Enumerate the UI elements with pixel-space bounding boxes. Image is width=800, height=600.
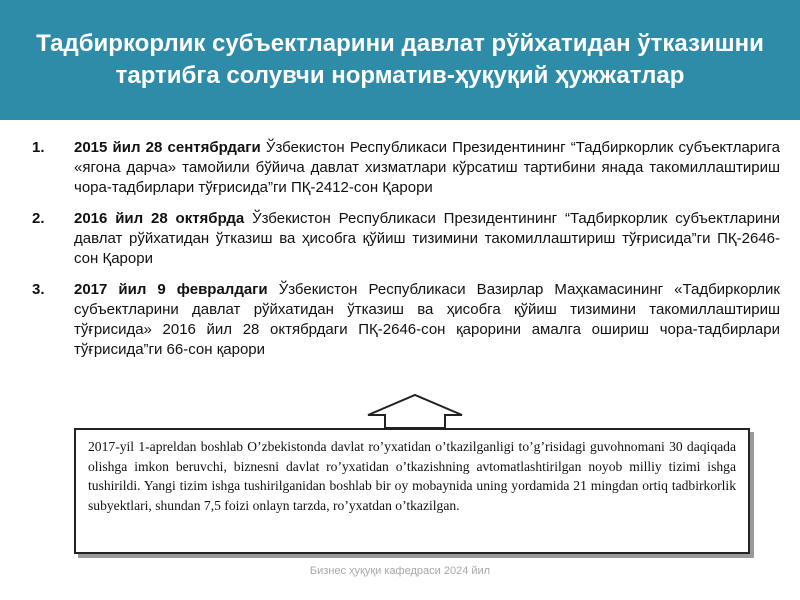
item-date: 2016 йил 28 октябрда xyxy=(74,210,245,227)
list-item xyxy=(32,209,780,269)
item-description: Ўзбекистон Республикаси Президентининг “Тадбиркорлик субъектларига «ягона дарча» тамойили бўйича давлат хизматлари кўрсатиш тартибини янада такомиллаштириш чора-тадбирлари тўғрисида”ги ПҚ-2412-сон Қарори xyxy=(74,139,780,196)
up-arrow-icon xyxy=(365,393,465,429)
item-number: 3. xyxy=(32,281,45,298)
item-text xyxy=(74,209,780,269)
list-item xyxy=(32,138,780,198)
title-banner xyxy=(0,0,800,120)
item-text xyxy=(74,280,780,360)
documents-list xyxy=(32,138,780,371)
callout-text: 2017-yil 1-apreldan boshlab O’zbekistonda davlat ro’yxatidan o’tkazilganligi to’g’risidagi guvohnomani 30 daqiqada olishga imkon beruvchi, biznesni davlat ro’yxatidan o’tkazishning avtomatlashtirilgan noyob milliy tizimi ishga tushirildi. Yangi tizim ishga tushirilganidan boshlab bir oy mobaynida uning yordamida 21 mingdan ortiq tadbirkorlik subyektlari, shundan 7,5 foizi onlayn tarzda, ro’yxatdan o’tkazilgan. xyxy=(88,439,736,513)
info-callout xyxy=(74,428,750,554)
item-number: 1. xyxy=(32,139,45,156)
item-date: 2017 йил 9 февралдаги xyxy=(74,281,268,298)
slide-title: Тадбиркорлик субъектларини давлат рўйхатидан ўтказишни тартибга солувчи норматив-ҳуқуқий ҳужжатлар xyxy=(36,30,764,89)
footer-text: Бизнес ҳуқуқи кафедраси 2024 йил xyxy=(309,565,491,577)
item-date: 2015 йил 28 сентябрдаги xyxy=(74,139,261,156)
item-description: Ўзбекистон Республикаси Президентининг “Тадбиркорлик субъектларини давлат рўйхатидан ўтказиш ва ҳисобга қўйиш тизимини такомиллаштириш тўғрисида”ги ПҚ-2646-сон Қарори xyxy=(74,210,780,267)
item-description: Ўзбекистон Республикаси Вазирлар Маҳкамасининг «Тадбиркорлик субъектларини давлат рўйхатидан ўтказиш ва ҳисобга қўйиш тизимини такомиллаштириш тўғрисида» 2016 йил 28 октябрдаги ПҚ-2646-сон қарорини амалга ошириш чора-тадбирлари тўғрисида”ги 66-сон қарори xyxy=(74,281,780,358)
item-text xyxy=(74,138,780,198)
list-item xyxy=(32,280,780,360)
item-number: 2. xyxy=(32,210,45,227)
